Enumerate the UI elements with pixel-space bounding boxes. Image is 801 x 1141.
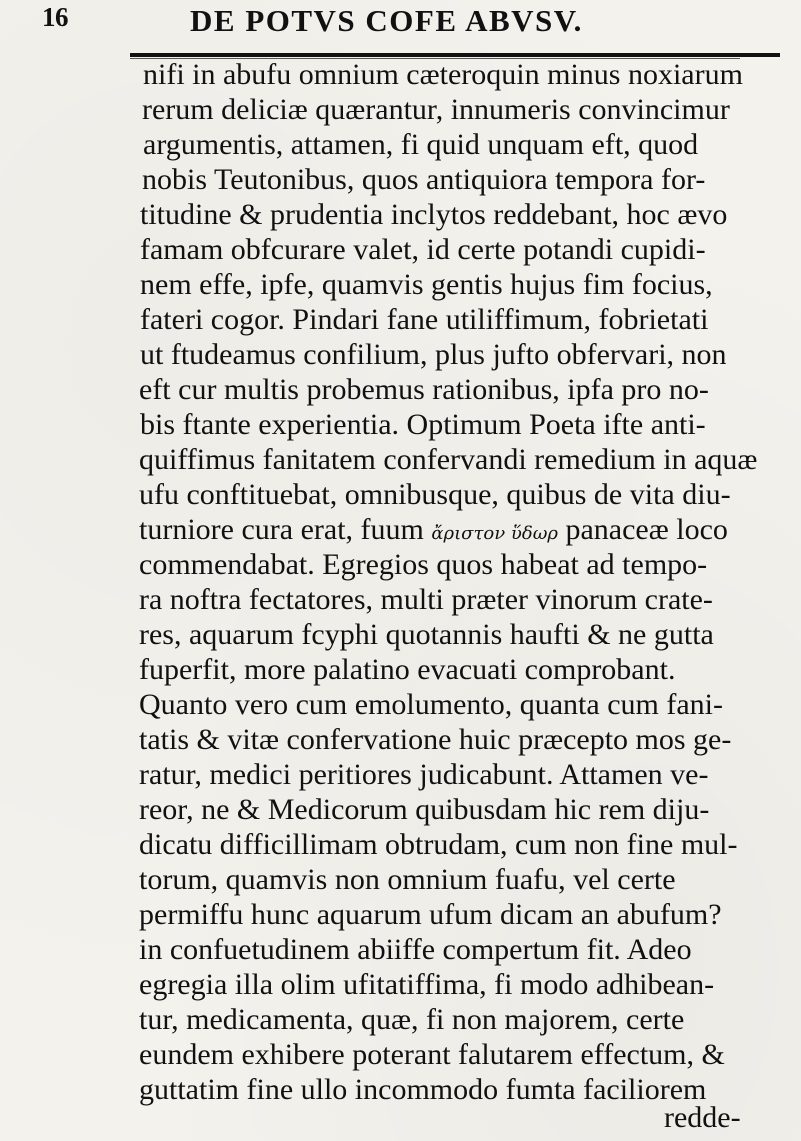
text-line-23: dicatu difficillimam obtrudam, cum non fine mul- (139, 828, 738, 861)
text-line-30: guttatim fine ullo incommodo fumta faciliorem (139, 1073, 707, 1106)
text-line-20: tatis & vitæ confervatione huic præcepto mos ge- (139, 723, 732, 756)
text-line-27: egregia illa olim ufitatiffima, fi modo adhibean- (139, 968, 715, 1001)
text-line-29: eundem exhibere poterant falutarem effectum, & (139, 1038, 725, 1071)
text-line-11: bis ftante experientia. Optimum Poeta ifte anti- (140, 408, 706, 441)
text-line-4: nobis Teutonibus, quos antiquiora tempora for- (142, 163, 706, 196)
text-line-12: quiffimus fanitatem confervandi remedium in aquæ (139, 443, 758, 476)
text-line-16: ra noftra fectatores, multi præter vinorum crate- (139, 583, 713, 616)
text-line-25: permiffu hunc aquarum ufum dicam an abufum? (139, 898, 722, 931)
text-line-8: fateri cogor. Pindari fane utiliffimum, fobrietati (140, 303, 709, 336)
text-line-15: commendabat. Egregios quos habeat ad tempo- (139, 548, 708, 581)
text-line-9: ut ftudeamus confilium, plus jufto obfervari, non (140, 338, 727, 371)
text-line-3: argumentis, attamen, fi quid unquam eft, quod (143, 128, 699, 161)
catchword: redde- (664, 1101, 741, 1134)
text-line-28: tur, medicamenta, quæ, fi non majorem, certe (139, 1003, 685, 1036)
text-line-7: nem effe, ipfe, quamvis gentis hujus fim focius, (140, 268, 713, 301)
text-line-14-end: panaceæ loco (565, 513, 728, 546)
greek-phrase: ἄριστον ὕδωρ (431, 523, 558, 544)
running-title: DE POTVS COFE ABVSV. (190, 3, 583, 38)
text-line-10: eft cur multis probemus rationibus, ipfa pro no- (139, 373, 709, 406)
text-line-13: ufu conftituebat, omnibusque, quibus de vita diu- (139, 478, 731, 511)
text-line-2: rerum deliciæ quærantur, innumeris convincimur (142, 93, 730, 126)
text-line-5: titudine & prudentia inclytos reddebant, hoc ævo (140, 198, 728, 231)
text-line-26: in confuetudinem abiiffe compertum fit. Adeo (139, 933, 692, 966)
text-line-6: famam obfcurare valet, id certe potandi cupidi- (140, 233, 706, 266)
text-line-18: fuperfit, more palatino evacuati comprobant. (139, 653, 676, 686)
text-line-21: ratur, medici peritiores judicabunt. Attamen ve- (139, 758, 709, 791)
text-line-14 (139, 512, 728, 552)
text-line-1: nifi in abufu omnium cæteroquin minus noxiarum (143, 58, 743, 91)
text-line-24: torum, quamvis non omnium fuafu, vel certe (139, 863, 676, 896)
page-number: 16 (42, 2, 68, 32)
text-line-17: res, aquarum fcyphi quotannis haufti & ne gutta (139, 618, 714, 651)
text-line-19: Quanto vero cum emolumento, quanta cum fani- (139, 688, 723, 721)
text-line-22: reor, ne & Medicorum quibusdam hic rem diju- (139, 793, 710, 826)
text-line-14-start: turniore cura erat, fuum (139, 513, 424, 546)
